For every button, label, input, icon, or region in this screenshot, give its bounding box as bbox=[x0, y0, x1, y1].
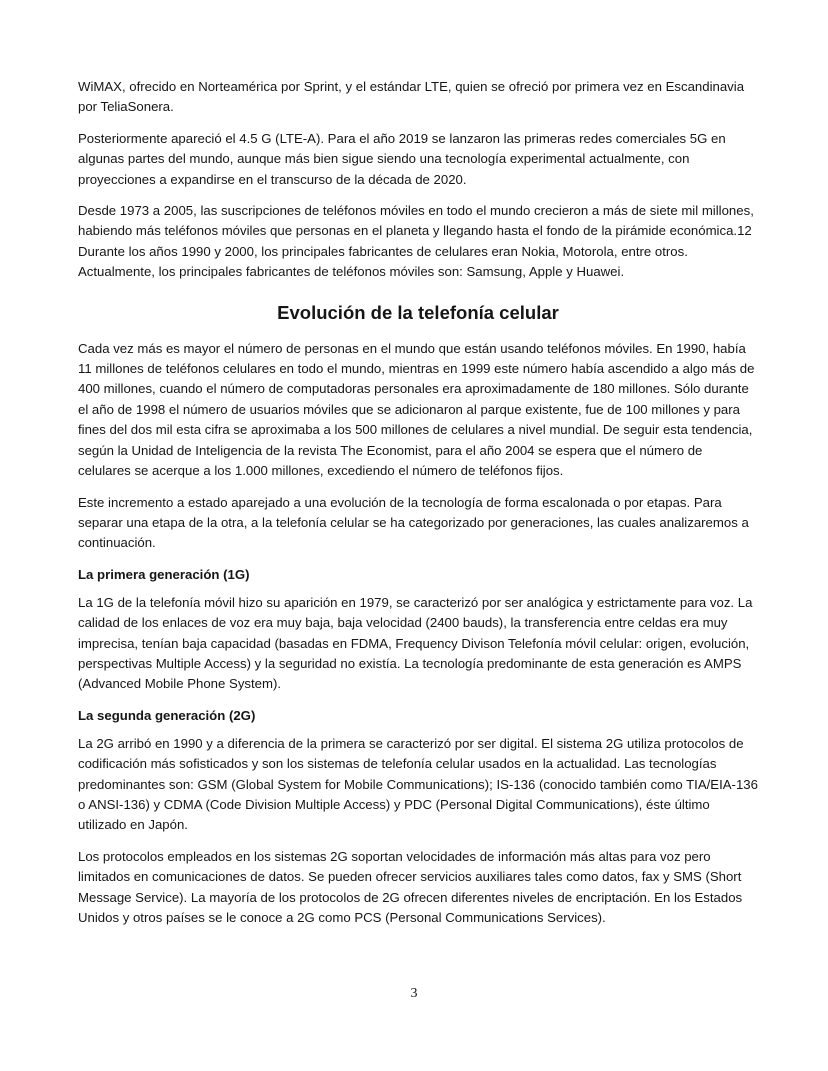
heading-first-generation: La primera generación (1G) bbox=[78, 566, 250, 582]
paragraph-second-generation-1: La 2G arribó en 1990 y a diferencia de la primera se caracterizó por ser digital. El sistema 2G utiliza protocolos de codificación más sofisticados y son los sistemas de telefonía celular usados en la actualidad. Las tecnologías predominantes son: GSM (Global System for Mobile Communications); IS-136 (conocido también como TIA/EIA-136 o ANSI-136) y CDMA (Code Division Multiple Access) y PDC (Personal Digital Communications), éste último utilizado en Japón. bbox=[78, 735, 758, 833]
paragraph-first-generation: La 1G de la telefonía móvil hizo su aparición en 1979, se caracterizó por ser analógica y estrictamente para voz. La calidad de los enlaces de voz era muy baja, baja velocidad (2400 bauds), la transferencia entre celdas era muy imprecisa, tenían baja capacidad (basadas en FDMA, Frequency Divison Telefonía móvil celular: origen, evolución, perspectivas Multiple Access) y la seguridad no existía. La tecnología predominante de esta generación es AMPS (Advanced Mobile Phone System). bbox=[78, 594, 753, 692]
paragraph-second-generation-2: Los protocolos empleados en los sistemas 2G soportan velocidades de información más altas para voz pero limitados en comunicaciones de datos. Se pueden ofrecer servicios auxiliares tales como datos, fax y SMS (Short Message Service). La mayoría de los protocolos de 2G ofrecen diferentes niveles de encriptación. En los Estados Unidos y otros países se le conoce a 2G como PCS (Personal Communications Services). bbox=[78, 848, 743, 925]
paragraph-mobile-users: Cada vez más es mayor el número de personas en el mundo que están usando teléfonos móviles. En 1990, había 11 millones de teléfonos celulares en todo el mundo, mientras en 1999 este número había ascendido a algo más de 400 millones, cuando el número de computadoras personales era aproximadamente de 180 millones. Sólo durante el año de 1998 el número de usuarios móviles que se adicionaron al parque existente, fue de 100 millones y para fines del dos mil esta cifra se aproximaba a los 500 millones de celulares a nivel mundial. De seguir esta tendencia, según la Unidad de Inteligencia de la revista The Economist, para el año 2004 se espera que el número de celulares se acerque a los 1.000 millones, excediendo el número de teléfonos fijos. bbox=[78, 340, 755, 479]
paragraph-subscriptions-growth: Desde 1973 a 2005, las suscripciones de teléfonos móviles en todo el mundo crecieron a más de siete mil millones, habiendo más teléfonos móviles que personas en el planeta y llegando hasta el fondo de la pirámide económica.12 Durante los años 1990 y 2000, los principales fabricantes de celulares eran Nokia, Motorola, entre otros. Actualmente, los principales fabricantes de teléfonos móviles son: Samsung, Apple y Huawei. bbox=[78, 203, 754, 280]
heading-second-generation: La segunda generación (2G) bbox=[78, 707, 256, 723]
paragraph-wimax-lte: WiMAX, ofrecido en Norteamérica por Sprint, y el estándar LTE, quien se ofreció por primera vez en Escandinavia por TeliaSonera. bbox=[78, 79, 745, 115]
paragraph-lte-a-5g: Posteriormente apareció el 4.5 G (LTE-A). Para el año 2019 se lanzaron las primeras redes comerciales 5G en algunas partes del mundo, aunque más bien sigue siendo una tecnología experimental actualmente, con proyecciones a expandirse en el transcurso de la década de 2020. bbox=[78, 130, 726, 187]
page-number: 3 bbox=[410, 986, 418, 1001]
document-page bbox=[78, 77, 758, 939]
paragraph-generations-intro: Este incremento a estado aparejado a una evolución de la tecnología de forma escalonada o por etapas. Para separar una etapa de la otra, a la telefonía celular se ha categorizado por generaciones, las cuales analizaremos a continuación. bbox=[78, 494, 749, 551]
section-title: Evolución de la telefonía celular bbox=[277, 301, 559, 323]
